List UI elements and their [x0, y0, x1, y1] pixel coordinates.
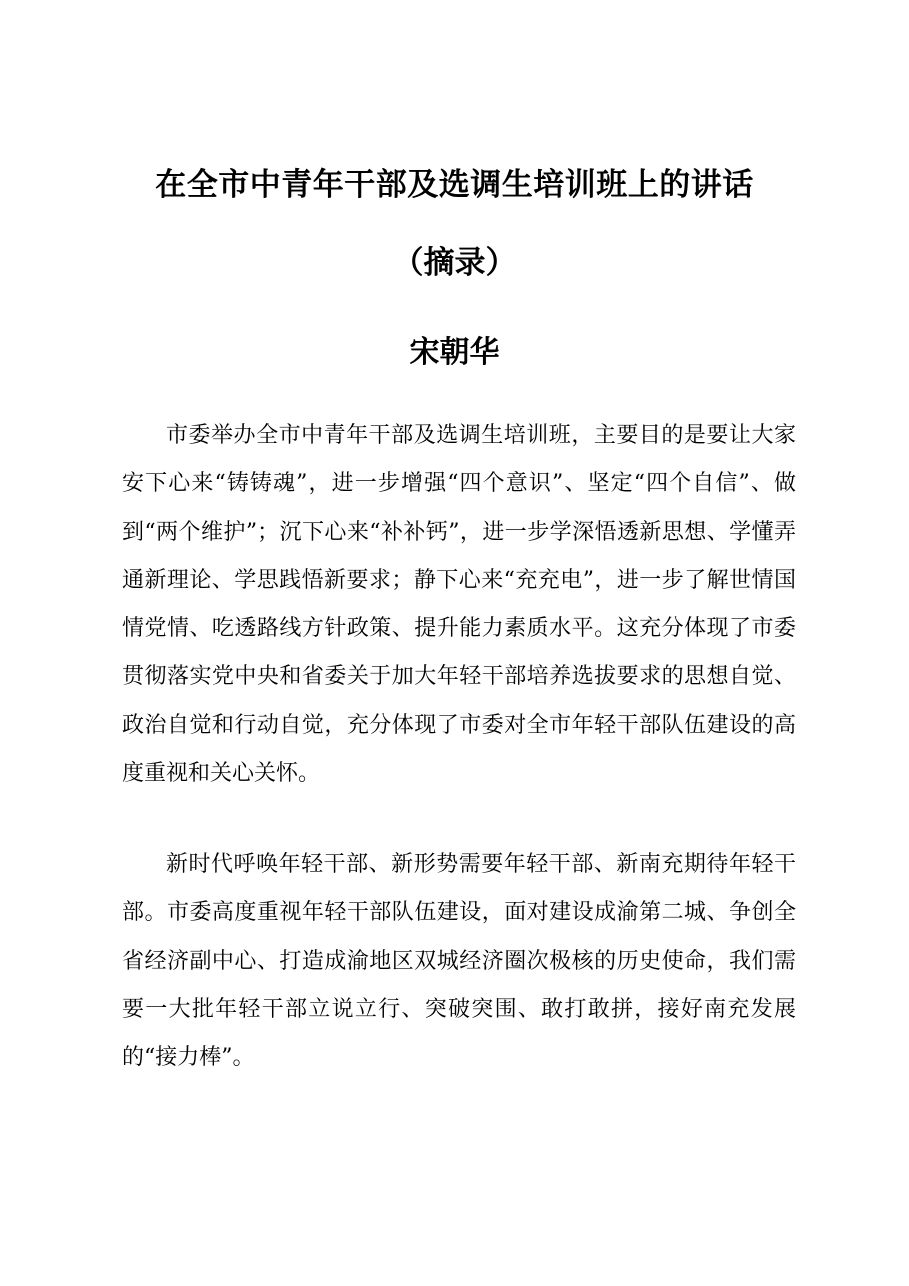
document-subtitle: （摘录）: [392, 245, 517, 281]
body-paragraph-2: 新时代呼唤年轻干部、新形势需要年轻干部、新南充期待年轻干部。市委高度重视年轻干部队伍建设，面对建设成渝第二城、争创全省经济副中心、打造成渝地区双城经济圈次极核的历史使命，我们需要一大批年轻干部立说立行、突破突围、敢打敢拼，接好南充发展的“接力棒”。: [122, 852, 796, 1071]
author-name: 宋朝华: [409, 335, 500, 370]
document-title: 在全市中青年干部及选调生培训班上的讲话: [155, 167, 754, 203]
body-paragraph-1: 市委举办全市中青年干部及选调生培训班，主要目的是要让大家安下心来“铸铸魂”，进一步增强“四个意识”、坚定“四个自信”、做到“两个维护”；沉下心来“补补钙”，进一步学深悟透新思想、学懂弄通新理论、学思践悟新要求；静下心来“充充电”，进一步了解世情国情党情、吃透路线方针政策、提升能力素质水平。这充分体现了市委贯彻落实党中央和省委关于加大年轻干部培养选拔要求的思想自觉、政治自觉和行动自觉，充分体现了市委对全市年轻干部队伍建设的高度重视和关心关怀。: [122, 423, 796, 787]
